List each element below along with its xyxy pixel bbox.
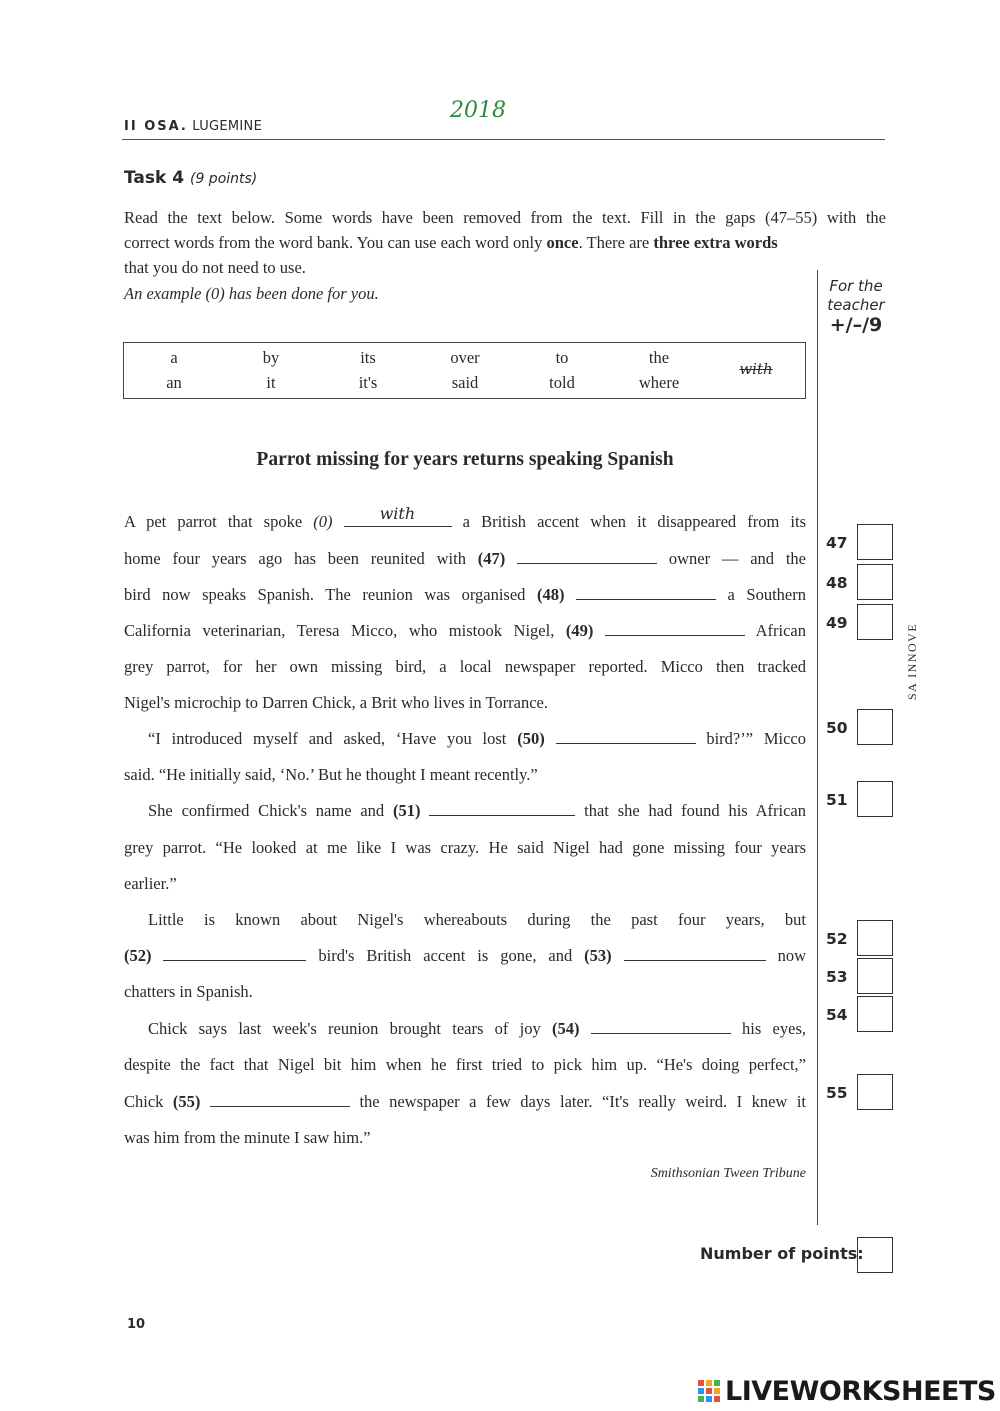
answer-box-48[interactable]: [857, 564, 893, 600]
word-bank-word: its: [360, 348, 376, 367]
answer-number: 53: [826, 968, 848, 986]
word-bank: [123, 342, 806, 399]
handwritten-year: 2018: [450, 98, 506, 123]
article-line: was him from the minute I saw him.”: [124, 1128, 371, 1147]
article-line: chatters in Spanish.: [124, 982, 253, 1001]
word-bank-word: where: [638, 373, 680, 392]
logo-text: LIVEWORKSHEETS: [725, 1376, 996, 1407]
article-line: Chick says last week's reunion brought tears of joy (54) his eyes,: [148, 1019, 807, 1038]
task-number: Task 4: [124, 168, 185, 188]
gap-48[interactable]: [576, 585, 716, 600]
answer-number: 50: [826, 719, 848, 737]
answer-box-50[interactable]: [857, 709, 893, 745]
answer-number: 52: [826, 930, 848, 948]
word-bank-word: by: [262, 348, 280, 367]
task-points: (9 points): [189, 171, 258, 187]
article-line: California veterinarian, Teresa Micco, who mistook Nigel, (49) African: [124, 621, 806, 640]
word-bank-word: told: [549, 373, 575, 392]
gap-51[interactable]: [429, 801, 575, 816]
article-line: said. “He initially said, ‘No.’ But he thought I meant recently.”: [124, 765, 538, 784]
answer-number: 51: [826, 791, 848, 809]
points-box[interactable]: [857, 1237, 893, 1273]
gap-53[interactable]: [624, 946, 766, 961]
word-bank-used-word: with: [739, 360, 773, 378]
points-label: Number of points:: [700, 1244, 864, 1263]
task-title: [124, 168, 257, 188]
header-rule: [122, 139, 885, 140]
answer-box-53[interactable]: [857, 958, 893, 994]
section-name: LUGEMINE: [192, 119, 263, 134]
section-header: [124, 119, 262, 134]
word-bank-word: it's: [358, 373, 378, 392]
answer-number: 49: [826, 614, 848, 632]
article-line: (52) bird's British accent is gone, and (53) now: [124, 946, 806, 965]
article-title: Parrot missing for years returns speaking Spanish: [256, 449, 674, 470]
teacher-score: +/–/9: [829, 314, 883, 336]
word-bank-word: an: [166, 373, 182, 392]
word-bank-word: a: [170, 348, 178, 367]
answer-box-51[interactable]: [857, 781, 893, 817]
instructions-line-2: correct words from the word bank. You can use each word only once. There are three extra words: [124, 233, 778, 252]
answer-number: 47: [826, 534, 848, 552]
logo-icon: [698, 1380, 720, 1402]
teacher-column-divider: [817, 270, 818, 1225]
article-line: Nigel's microchip to Darren Chick, a Brit who lives in Torrance.: [124, 693, 548, 712]
article-line: earlier.”: [124, 874, 177, 893]
gap-47[interactable]: [517, 549, 657, 564]
teacher-label: For the teacher: [827, 277, 885, 314]
article-source: Smithsonian Tween Tribune: [650, 1166, 806, 1181]
answer-box-47[interactable]: [857, 524, 893, 560]
answer-number: 48: [826, 574, 848, 592]
article-line: despite the fact that Nigel bit him when he first tried to pick him up. “He's doing perfect,”: [124, 1055, 806, 1074]
example-gap: [344, 504, 452, 527]
example-note: An example (0) has been done for you.: [124, 284, 379, 303]
gap-50[interactable]: [556, 729, 696, 744]
answer-number: 55: [826, 1084, 848, 1102]
answer-number: 54: [826, 1006, 848, 1024]
word-bank-word: it: [266, 373, 276, 392]
gap-55[interactable]: [210, 1092, 350, 1107]
article-line: Chick (55) the newspaper a few days later. “It's really weird. I knew it: [124, 1092, 806, 1111]
gap-52[interactable]: [163, 946, 306, 961]
article-line: “I introduced myself and asked, ‘Have you lost (50) bird?’” Micco: [148, 729, 807, 748]
word-bank-word: the: [648, 348, 670, 367]
answer-box-54[interactable]: [857, 996, 893, 1032]
answer-box-49[interactable]: [857, 604, 893, 640]
article-line: home four years ago has been reunited with (47) owner — and the: [124, 549, 807, 568]
gap-54[interactable]: [591, 1019, 731, 1034]
instructions-line-1: Read the text below. Some words have been removed from the text. Fill in the gaps (47–55) with the: [124, 208, 886, 227]
article-line: A pet parrot that spoke (0) with a British accent when it disappeared from its: [124, 504, 807, 531]
answer-box-52[interactable]: [857, 920, 893, 956]
article-line: grey parrot. “He looked at me like I was crazy. He said Nigel had gone missing four years: [124, 838, 806, 857]
article-line: She confirmed Chick's name and (51) that she had found his African: [148, 801, 807, 820]
article-line: grey parrot, for her own missing bird, a local newspaper reported. Micco then tracked: [124, 657, 806, 676]
page-number: 10: [127, 1317, 146, 1332]
word-bank-word: to: [555, 348, 569, 367]
article-line: bird now speaks Spanish. The reunion was organised (48) a Southern: [124, 585, 807, 604]
section-number: II OSA.: [124, 119, 188, 134]
article-line: Little is known about Nigel's whereabouts during the past four years, but: [148, 910, 806, 929]
side-text: SA INNOVE: [905, 622, 919, 700]
instructions-line-3: that you do not need to use.: [124, 258, 306, 277]
gap-49[interactable]: [605, 621, 745, 636]
answer-box-55[interactable]: [857, 1074, 893, 1110]
word-bank-word: over: [450, 348, 480, 367]
word-bank-word: said: [451, 373, 479, 392]
example-answer: with: [379, 504, 416, 523]
